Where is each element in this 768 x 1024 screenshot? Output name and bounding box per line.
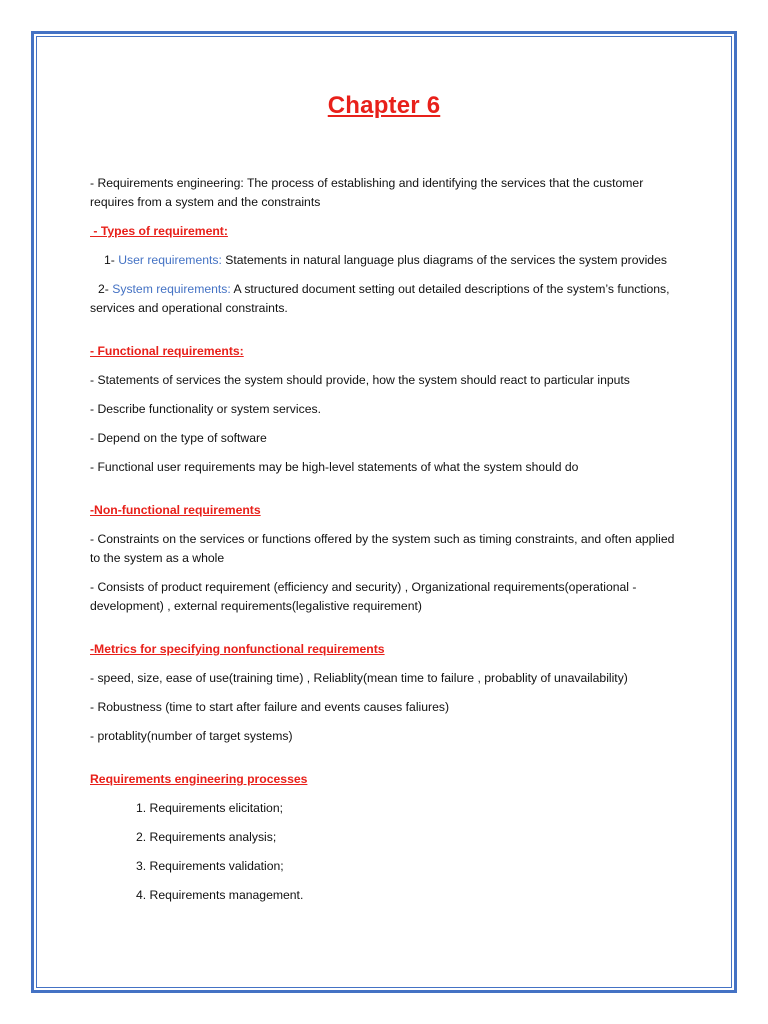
type-item-prefix: 1-	[104, 253, 119, 267]
processes-list	[90, 799, 680, 905]
functional-item: - Functional user requirements may be high-level statements of what the system should do	[90, 460, 579, 474]
functional-item: - Statements of services the system should provide, how the system should react to particular inputs	[90, 373, 630, 387]
nonfunctional-item: - Consists of product requirement (efficiency and security) , Organizational requirements(operational - development) , external requirements(legalistive requirement)	[90, 580, 637, 613]
document-body	[90, 174, 680, 915]
intro-paragraph: - Requirements engineering: The process of establishing and identifying the services that the customer requires from a system and the constraints	[90, 176, 644, 209]
process-item: 1. Requirements elicitation;	[136, 801, 283, 815]
functional-heading: - Functional requirements:	[90, 344, 244, 358]
process-item: 4. Requirements management.	[136, 888, 304, 902]
process-item: 3. Requirements validation;	[136, 859, 284, 873]
functional-item: - Depend on the type of software	[90, 431, 267, 445]
type-item-label: User requirements:	[118, 253, 222, 267]
type-item-label: System requirements:	[112, 282, 231, 296]
process-item: 2. Requirements analysis;	[136, 830, 277, 844]
processes-heading: Requirements engineering processes	[90, 772, 308, 786]
metrics-item: - protablity(number of target systems)	[90, 729, 293, 743]
type-item-text: Statements in natural language plus diagrams of the services the system provides	[221, 253, 667, 267]
types-heading: - Types of requirement:	[90, 224, 228, 238]
type-item-system	[90, 280, 680, 318]
page-title: Chapter 6	[327, 92, 441, 119]
type-item-text: A structured document setting out detailed descriptions of the system’s functions, services and operational constraints.	[90, 282, 670, 315]
functional-item: - Describe functionality or system services.	[90, 402, 321, 416]
type-item-prefix: 2-	[98, 282, 113, 296]
metrics-item: - Robustness (time to start after failure and events causes faliures)	[90, 700, 450, 714]
nonfunctional-item: - Constraints on the services or functions offered by the system such as timing constraints, and often applied to the system as a whole	[90, 532, 675, 565]
metrics-heading: -Metrics for specifying nonfunctional requirements	[90, 642, 385, 656]
metrics-item: - speed, size, ease of use(training time) , Reliablity(mean time to failure , probablity of unavailability)	[90, 671, 628, 685]
nonfunctional-heading: -Non-functional requirements	[90, 503, 261, 517]
type-item-user	[90, 251, 680, 270]
